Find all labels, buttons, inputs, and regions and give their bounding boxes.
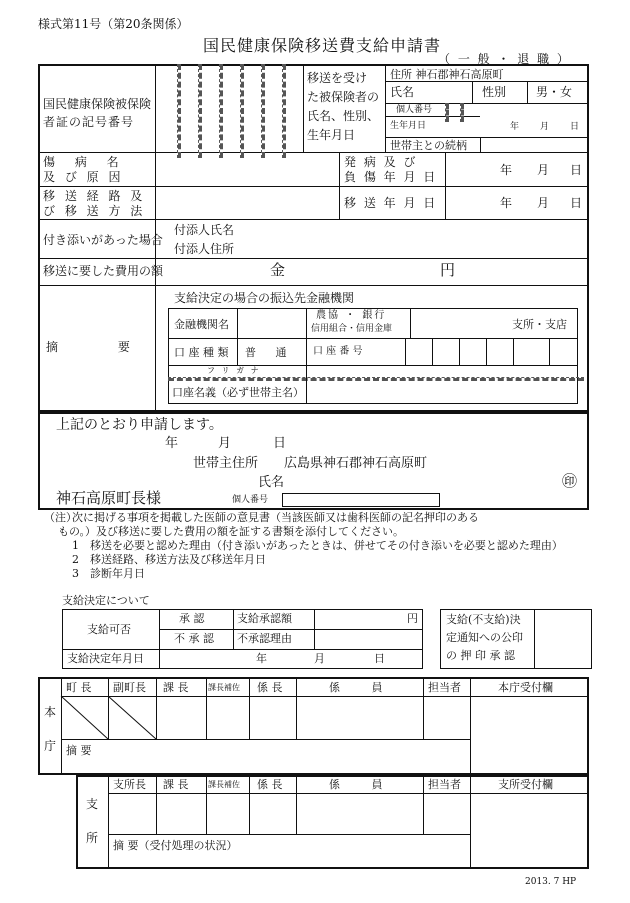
decision-month: 月	[314, 652, 325, 665]
form-title: 国民健康保険移送費支給申請書	[203, 36, 442, 55]
onset-label-1: 発 病 及 び	[344, 155, 418, 169]
form-revision-code: 2013. 7 HP	[525, 877, 577, 887]
category-selector[interactable]: （ 一 般 ・ 退 職 ）	[438, 52, 571, 66]
approval-label: 支給可否	[87, 623, 131, 636]
apply-year: 年	[165, 436, 179, 451]
notice-line-1: 支給(不支給)決	[446, 613, 521, 626]
bank-types-1[interactable]: 農協 ・ 銀行	[316, 310, 387, 321]
approved-option[interactable]: 承 認	[179, 612, 205, 625]
seal-mark: ㊞	[562, 472, 578, 490]
col-branch-assistant-chief: 課長補佐	[208, 780, 240, 789]
onset-month: 月	[537, 163, 550, 177]
gender-label: 性別	[482, 85, 507, 99]
application-statement: 上記のとおり申請します。	[56, 417, 223, 433]
onset-label-2: 負 傷 年 月 日	[344, 170, 438, 184]
applicant-name-label: 氏名	[258, 475, 285, 490]
col-main-receipt: 本庁受付欄	[498, 681, 553, 694]
cert-label-line2: 者証の記号番号	[43, 115, 135, 129]
dob-year: 年	[510, 122, 520, 132]
col-deputy-mayor: 副町長	[113, 681, 146, 694]
notes-line-2: もの。）及び移送に要した費用の額を証する書類を添付してください。	[58, 525, 405, 538]
summary-label: 摘 要	[46, 340, 158, 354]
shisho-label-1: 支	[86, 797, 99, 811]
dob-month: 月	[540, 122, 550, 132]
rejected-option[interactable]: 不 承 認	[174, 632, 214, 645]
form-number: 様式第11号（第20条関係）	[38, 17, 189, 31]
account-type-label: 口 座 種 類	[174, 346, 229, 359]
col-subsection-chief: 係 長	[257, 681, 283, 694]
reject-reason-label: 不承認理由	[237, 632, 292, 645]
col-branch-subsection-chief: 係 長	[257, 778, 283, 791]
patient-label-4: 生年月日	[307, 128, 356, 142]
col-branch-section-chief: 課 長	[163, 778, 189, 791]
dob-label: 生年月日	[390, 121, 427, 131]
decision-year: 年	[256, 652, 267, 665]
bank-types-2[interactable]: 信用組合・信用金庫	[311, 324, 393, 334]
col-branch-person-in-charge: 担当者	[428, 778, 461, 791]
honcho-note-label: 摘 要	[66, 744, 92, 757]
relation-label: 世帯主との続柄	[390, 139, 467, 152]
honcho-label-1: 本	[44, 705, 57, 719]
shisho-note-label: 摘 要（受付処理の状況）	[113, 839, 238, 852]
head-address-label: 世帯主住所	[193, 456, 259, 471]
apply-day: 日	[273, 436, 287, 451]
patient-id-label: 個人番号	[396, 105, 433, 115]
notes-line-1: 次に掲げる事項を掲載した医師の意見書（当該医師又は歯科医師の記名押印のある	[72, 511, 479, 524]
notes-item-1: 1 移送を必要と認めた理由（付き添いがあったときは、併せてその付き添いを必要と認めた理由）	[72, 539, 563, 552]
dob-day: 日	[570, 122, 580, 132]
branch-label[interactable]: 支所・支店	[512, 318, 567, 331]
patient-address[interactable]: 住所 神石郡神石高原町	[390, 68, 504, 81]
col-person-in-charge: 担当者	[428, 681, 461, 694]
decision-title: 支給決定について	[62, 594, 150, 607]
col-section-chief: 課 長	[163, 681, 189, 694]
account-holder-label: 口座名義（必ず世帯主名）	[172, 386, 304, 399]
transfer-month: 月	[537, 196, 550, 210]
attendant-label: 付き添いがあった場合	[43, 233, 163, 247]
col-staff: 係 員	[329, 681, 397, 694]
patient-name-label: 氏名	[390, 85, 415, 99]
cert-label-line1: 国民健康保険被保険	[43, 97, 152, 111]
notes-item-2: 2 移送経路、移送方法及び移送年月日	[72, 553, 266, 566]
cost-label: 移送に要した費用の額	[43, 264, 164, 278]
notes-item-3: 3 診断年月日	[72, 567, 145, 580]
col-mayor: 町 長	[66, 681, 92, 694]
patient-label-2: た被保険者の	[307, 90, 380, 104]
injury-label-1: 傷 病 名	[43, 155, 127, 169]
applicant-id-label: 個人番号	[232, 495, 269, 505]
mayor-addressee: 神石高原町長様	[56, 489, 162, 507]
shisho-label-2: 所	[86, 831, 99, 845]
honcho-label-2: 庁	[44, 739, 57, 753]
decision-date-label: 支給決定年月日	[67, 652, 144, 665]
attendant-name-label: 付添人氏名	[174, 223, 235, 237]
transfer-day: 日	[570, 196, 583, 210]
injury-label-2: 及 び 原 因	[43, 170, 124, 184]
apply-month: 月	[218, 436, 232, 451]
account-type-value[interactable]: 普 通	[245, 346, 295, 359]
furigana-label: フ リ ガ ナ	[207, 366, 261, 375]
bank-title: 支給決定の場合の振込先金融機関	[174, 291, 355, 305]
route-label-1: 移 送 経 路 及	[43, 189, 146, 203]
notice-line-2: 定通知への公印	[446, 631, 523, 644]
bank-name-label: 金融機関名	[174, 318, 229, 331]
col-assistant-chief: 課長補佐	[208, 683, 240, 692]
onset-year: 年	[500, 163, 513, 177]
attendant-address-label: 付添人住所	[174, 242, 235, 256]
notes-label: （注）	[44, 511, 77, 524]
amount-yen: 円	[407, 612, 418, 625]
approved-amount-label: 支給承認額	[237, 612, 292, 625]
patient-label-3: 氏名、性別、	[307, 109, 380, 123]
col-branch-receipt: 支所受付欄	[498, 778, 553, 791]
notice-line-3: の 押 印 承 認	[446, 649, 515, 662]
transfer-date-label: 移 送 年 月 日	[344, 196, 438, 210]
cost-kin: 金	[270, 261, 286, 279]
route-label-2: び 移 送 方 法	[43, 204, 146, 218]
col-branch-staff: 係 員	[329, 778, 397, 791]
onset-day: 日	[570, 163, 583, 177]
account-number-label: 口 座 番 号	[313, 346, 363, 357]
decision-day: 日	[374, 652, 385, 665]
gender-options[interactable]: 男・女	[536, 85, 573, 99]
head-address[interactable]: 広島県神石郡神石高原町	[284, 456, 428, 471]
col-branch-chief: 支所長	[113, 778, 146, 791]
cost-yen: 円	[440, 261, 456, 279]
patient-label-1: 移送を受け	[307, 71, 368, 85]
transfer-year: 年	[500, 196, 513, 210]
